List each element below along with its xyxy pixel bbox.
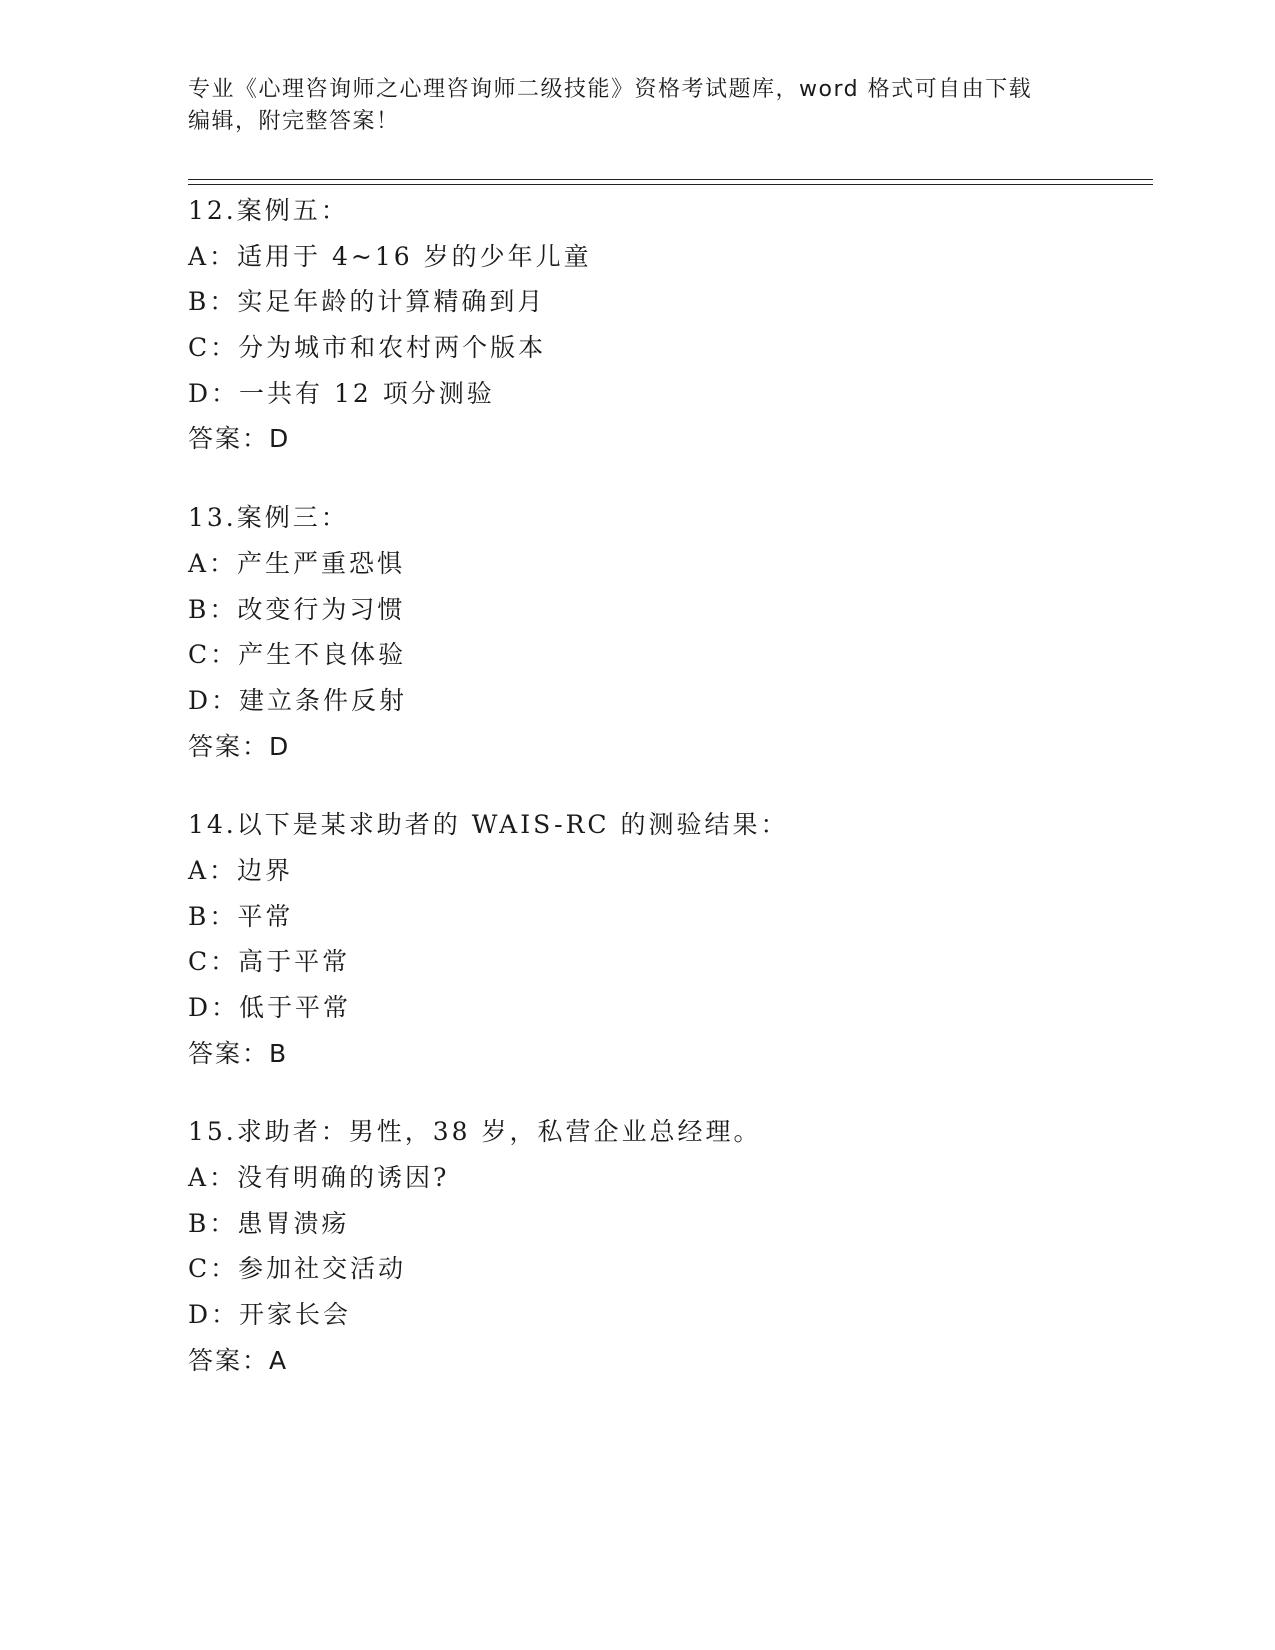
option-b: B：改变行为习惯 <box>188 594 406 624</box>
question-15 <box>188 1109 1148 1383</box>
question-12 <box>188 188 1148 462</box>
option-a: A：边界 <box>188 855 294 885</box>
question-stem: 12.案例五： <box>188 196 349 225</box>
question-13 <box>188 495 1148 769</box>
option-b: B：患胃溃疡 <box>188 1208 350 1238</box>
header-divider-bottom <box>188 184 1153 185</box>
option-d: D：低于平常 <box>188 993 352 1022</box>
answer-line: 答案：A <box>188 1345 289 1375</box>
header-line-1: 专业《心理咨询师之心理咨询师二级技能》资格考试题库，word 格式可自由下载 <box>188 77 1033 102</box>
option-c: C：参加社交活动 <box>188 1254 407 1284</box>
document-header <box>188 74 1088 138</box>
question-14 <box>188 802 1148 1076</box>
question-stem: 14.以下是某求助者的 WAIS-RC 的测验结果： <box>188 810 789 840</box>
option-c: C：分为城市和农村两个版本 <box>188 333 547 363</box>
option-a: A：没有明确的诱因? <box>188 1163 450 1193</box>
answer-line: 答案：D <box>188 424 291 454</box>
question-stem: 15.求助者：男性，38 岁，私营企业总经理。 <box>188 1117 762 1147</box>
question-list <box>188 188 1148 1417</box>
option-b: B：平常 <box>188 901 294 931</box>
header-line-2: 编辑，附完整答案！ <box>188 109 400 134</box>
option-d: D：开家长会 <box>188 1300 352 1330</box>
option-c: C：高于平常 <box>188 947 351 977</box>
option-d: D：一共有 12 项分测验 <box>188 378 495 408</box>
question-stem: 13.案例三： <box>188 503 349 533</box>
option-a: A：产生严重恐惧 <box>188 548 406 578</box>
option-d: D：建立条件反射 <box>188 685 408 715</box>
option-c: C：产生不良体验 <box>188 640 407 670</box>
answer-line: 答案：D <box>188 731 291 761</box>
answer-line: 答案：B <box>188 1038 289 1068</box>
header-divider-top <box>188 179 1153 180</box>
option-b: B：实足年龄的计算精确到月 <box>188 287 546 317</box>
option-a: A：适用于 4~16 岁的少年儿童 <box>188 241 592 271</box>
